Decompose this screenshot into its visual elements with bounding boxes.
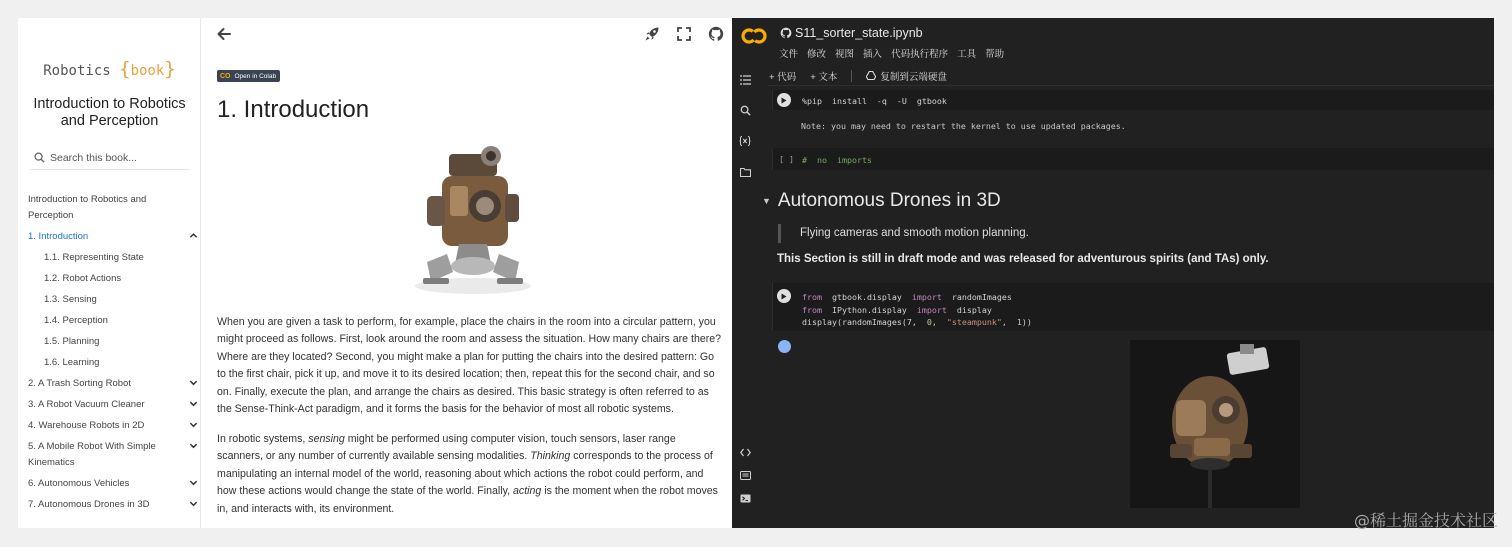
- logo-brace-close: }: [164, 58, 176, 80]
- menu-item[interactable]: 工具: [957, 49, 977, 60]
- variables-icon[interactable]: [739, 135, 751, 147]
- copy-to-drive-label: 复制到云端硬盘: [880, 71, 947, 83]
- run-cell-button[interactable]: [777, 289, 791, 303]
- toc-item[interactable]: [28, 334, 198, 350]
- logo-book-word: book: [130, 63, 165, 79]
- toc-item[interactable]: [28, 250, 198, 266]
- code-cell-2[interactable]: [772, 148, 1494, 170]
- cell-1-source[interactable]: %pip install -q -U gtbook: [802, 96, 947, 106]
- menu-item[interactable]: 帮助: [985, 49, 1005, 60]
- cell-1-output: Note: you may need to restart the kernel to use updated packages.: [801, 121, 1126, 131]
- book-title: Introduction to Robotics and Perception: [33, 96, 186, 129]
- toc-item[interactable]: [28, 355, 198, 371]
- para2-em-thinking: Thinking: [530, 450, 571, 463]
- collapse-triangle-icon[interactable]: ▼: [762, 196, 771, 206]
- colab-badge-label: Open in Colab: [234, 72, 277, 80]
- back-arrow-icon[interactable]: [216, 26, 232, 42]
- para2-em-sensing: sensing: [308, 433, 345, 445]
- toc-item-label: 3. A Robot Vacuum Cleaner: [28, 399, 145, 410]
- output-actions-icon[interactable]: [778, 340, 791, 353]
- toc-item-label: 2. A Trash Sorting Robot: [28, 378, 131, 389]
- section-title: Autonomous Drones in 3D: [777, 190, 1001, 211]
- github-icon[interactable]: [708, 26, 724, 42]
- code-token: ,: [931, 317, 947, 327]
- toc-item-label: 5. A Mobile Robot With Simple Kinematics: [28, 441, 156, 468]
- steampunk-robot-image: [387, 136, 559, 304]
- search-icon: [34, 152, 45, 163]
- chevron-down-icon[interactable]: [189, 399, 198, 408]
- toc-item-label: Introduction to Robotics and Perception: [28, 194, 147, 221]
- para2-text-g: is the moment when the robot moves in, and interacts with, its environment.: [217, 485, 718, 515]
- book-sidebar: [18, 18, 201, 528]
- code-token: )): [1021, 317, 1032, 327]
- code-token: randomImages: [941, 292, 1012, 302]
- fullscreen-icon[interactable]: [676, 26, 692, 42]
- draft-notice: This Section is still in draft mode and was released for adventurous spirits (and TAs) only.: [777, 253, 1269, 265]
- toc-item[interactable]: [28, 192, 198, 224]
- notebook-title-text: S11_sorter_state.ipynb: [795, 26, 923, 40]
- toc-item[interactable]: [28, 271, 198, 287]
- page-title: 1. Introduction: [217, 96, 370, 123]
- code-token: display: [946, 304, 992, 315]
- para2-text-a: In robotic systems,: [217, 433, 309, 445]
- toc-item[interactable]: [28, 439, 198, 471]
- menu-item[interactable]: 文件: [779, 49, 799, 60]
- para2-text-e: corresponds to the process of manipulating an internal model of the world, reasoning about which actions the robot could perform, and how these actions would change the state of the world. Finally,: [217, 450, 713, 498]
- jupyter-book-panel: [18, 18, 732, 528]
- code-token: import: [911, 292, 942, 302]
- steampunk-drone-output-image: [1130, 340, 1300, 508]
- code-token: gtbook.display: [821, 292, 912, 302]
- folder-icon[interactable]: [739, 166, 751, 178]
- github-icon: [780, 27, 792, 39]
- book-logo[interactable]: [18, 58, 201, 80]
- section-blockquote: Flying cameras and smooth motion planning.: [778, 224, 1029, 243]
- code-token: IPython.display: [821, 304, 917, 315]
- chevron-up-icon[interactable]: [189, 231, 198, 240]
- code-token: from: [802, 292, 822, 302]
- search-icon[interactable]: [739, 104, 751, 116]
- search-placeholder: Search this book...: [50, 151, 137, 164]
- play-icon: [781, 293, 787, 300]
- toc-item[interactable]: [28, 229, 198, 245]
- toc-item-label: 1.1. Representing State: [44, 252, 144, 263]
- add-text-button[interactable]: + 文本: [810, 71, 838, 83]
- book-content: [202, 18, 732, 528]
- code-token: 0: [926, 317, 932, 327]
- chevron-down-icon[interactable]: [189, 378, 198, 387]
- code-cell-3[interactable]: [772, 283, 1494, 331]
- toc-item-label: 1. Introduction: [28, 231, 89, 242]
- cell-2-source[interactable]: # no imports: [802, 155, 872, 165]
- code-cell-1[interactable]: [772, 90, 1494, 110]
- code-token: 1: [1016, 317, 1022, 327]
- run-cell-button[interactable]: [777, 93, 791, 107]
- toc-item-label: 1.4. Perception: [44, 315, 108, 326]
- toc-item-label: 1.6. Learning: [44, 357, 100, 368]
- open-in-colab-badge[interactable]: [217, 70, 280, 82]
- left-rail: [732, 70, 758, 528]
- toc-item-label: 6. Autonomous Vehicles: [28, 478, 130, 489]
- cell-2-prompt: [ ]: [779, 154, 794, 164]
- toc-item-label: 1.3. Sensing: [44, 294, 97, 305]
- chevron-down-icon[interactable]: [189, 499, 198, 508]
- terminal-icon[interactable]: [739, 492, 751, 504]
- toc-item-label: 1.5. Planning: [44, 336, 100, 347]
- menu-item[interactable]: 修改: [807, 49, 827, 60]
- toc-item-label: 4. Warehouse Robots in 2D: [28, 420, 145, 431]
- chevron-down-icon[interactable]: [189, 478, 198, 487]
- menu-bar: [779, 46, 1004, 60]
- chevron-down-icon[interactable]: [189, 441, 198, 450]
- notebook-title[interactable]: [780, 26, 923, 40]
- toc-item-label: 1.2. Robot Actions: [44, 273, 122, 284]
- drive-icon: [866, 71, 876, 80]
- toc-item[interactable]: [28, 476, 198, 492]
- toc-item[interactable]: [28, 418, 198, 434]
- logo-word: Robotics: [43, 63, 111, 79]
- toc-item[interactable]: [28, 497, 198, 513]
- toolbar-divider: [851, 70, 852, 82]
- menu-item[interactable]: 视图: [835, 49, 855, 60]
- code-token: "steampunk": [946, 317, 1002, 327]
- toc-item-label: 7. Autonomous Drones in 3D: [28, 499, 150, 510]
- para2-em-acting: acting: [513, 485, 542, 498]
- code-token: from: [802, 304, 822, 315]
- toc-item[interactable]: [28, 313, 198, 329]
- rocket-icon[interactable]: [644, 26, 660, 42]
- intro-paragraph-2: [217, 431, 722, 518]
- code-snippets-icon[interactable]: [739, 446, 751, 458]
- table-of-contents-icon[interactable]: [739, 74, 751, 86]
- code-token: ,: [1001, 317, 1017, 327]
- colab-panel: [732, 18, 1494, 528]
- search-box[interactable]: [30, 146, 190, 170]
- menu-item[interactable]: 代码执行程序: [891, 49, 949, 60]
- add-code-button[interactable]: + 代码: [769, 71, 797, 83]
- play-icon: [781, 97, 787, 104]
- chevron-down-icon[interactable]: [189, 420, 198, 429]
- menu-item[interactable]: 插入: [863, 49, 883, 60]
- notebook-toolbar: [768, 66, 1494, 86]
- intro-paragraph-1: When you are given a task to perform, for example, place the chairs in the room into a circular pattern, you might proceed as follows. First, look around the room and assess the situation. How many chairs are there? Where are they located? Second, you might make a plan for putting the chairs into the desired pattern: Go to the first chair, pick it up, and move it to its desired location; then, repeat this for the second chair, and so on. Finally, execute the plan, and arrange the chairs as desired. This basic strategy is often referred to as the Sense-Think-Act paradigm, and it forms the basis for the behavior of most all robotic systems.: [217, 316, 722, 416]
- toc-item[interactable]: [28, 397, 198, 413]
- code-token: import: [916, 304, 947, 315]
- watermark: @稀土掘金技术社区: [1353, 511, 1498, 530]
- cell-3-source[interactable]: [802, 291, 1032, 329]
- toc-item[interactable]: [28, 376, 198, 392]
- colab-logo-icon[interactable]: [740, 27, 768, 45]
- section-heading[interactable]: [762, 190, 1001, 212]
- table-of-contents: [28, 192, 198, 518]
- logo-brace-open: {: [119, 58, 131, 80]
- code-token: display(randomImages(7,: [802, 317, 927, 327]
- copy-to-drive-button[interactable]: [866, 69, 947, 83]
- command-palette-icon[interactable]: [739, 469, 751, 481]
- colab-logo-icon: CO: [220, 72, 231, 80]
- toc-item[interactable]: [28, 292, 198, 308]
- para2-text-c: might be performed using computer vision, touch sensors, laser range scanners, or any number of currently available sensing modalities.: [217, 433, 676, 463]
